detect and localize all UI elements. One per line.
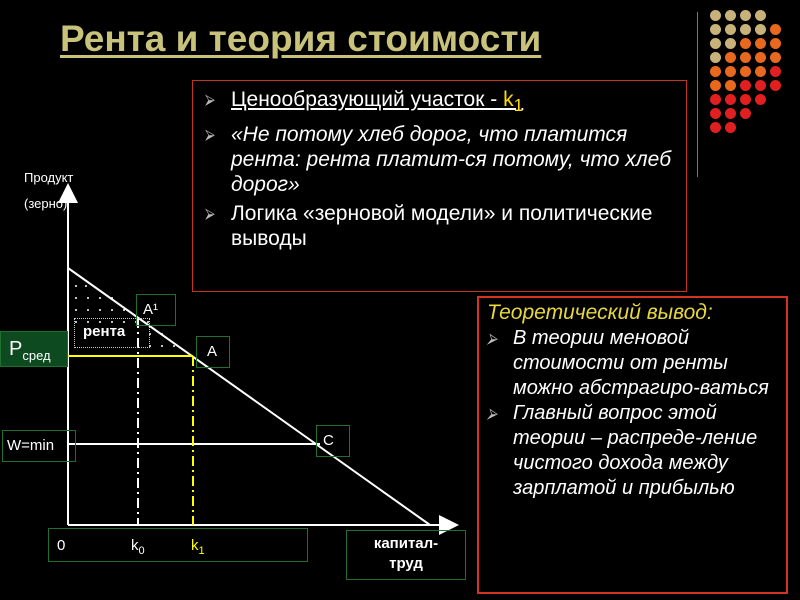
arrow-bullet-icon: ⮚	[205, 91, 215, 107]
w-min-box	[2, 430, 76, 462]
conclusion-heading: Теоретический вывод:	[487, 301, 713, 324]
rent-label: рента	[83, 323, 126, 340]
x-ticks-box	[48, 528, 308, 562]
point-a-label: A	[207, 343, 218, 360]
k1-main: k	[191, 537, 199, 554]
k1-label	[191, 537, 205, 557]
y-axis-label-line1: Продукт	[24, 170, 74, 185]
p-avg-sub: сред	[22, 348, 51, 363]
p-avg-label	[9, 338, 51, 363]
point-3-text: Логика «зерновой модели» и политические выводы	[231, 202, 653, 251]
point-c-box	[316, 425, 350, 457]
conclusion-1-text: В теории меновой стоимости от ренты можно абстрагиро-ваться	[513, 327, 769, 399]
arrow-bullet-icon: ⮚	[487, 405, 497, 421]
k0-label	[131, 537, 145, 557]
point-1-k: k	[503, 88, 514, 111]
y-axis-label-line2: (зерно)	[24, 196, 68, 211]
demand-line	[68, 268, 430, 525]
point-2-quote: «Не потому хлеб дорог, что платится рента: рента платит-ся потому, что хлеб дорог»	[231, 123, 672, 197]
x-axis-label-box	[346, 530, 466, 580]
point-1-text: Ценообразующий участок -	[231, 88, 504, 111]
arrow-bullet-icon: ⮚	[487, 330, 497, 346]
x-axis-label-line2: труд	[389, 555, 423, 572]
k0-main: k	[131, 537, 139, 554]
k0-sub: 0	[138, 545, 145, 557]
x-axis-label-line1: капитал-	[373, 535, 439, 552]
point-a1-label: A¹	[143, 301, 158, 318]
origin-label: 0	[57, 537, 66, 554]
conclusion-2-text: Главный вопрос этой теории – распреде-ление чистого дохода между зарплатой и прибылью	[513, 402, 758, 499]
point-a-box	[196, 336, 230, 368]
arrow-bullet-icon: ⮚	[205, 205, 215, 222]
rent-box	[74, 318, 150, 348]
y-axis-arrow-label: A	[64, 183, 73, 198]
arrow-bullet-icon: ⮚	[205, 126, 215, 143]
point-c-label: C	[323, 432, 334, 449]
page-title: Рента и теория стоимости	[60, 18, 542, 59]
k1-sub: 1	[198, 545, 205, 557]
p-avg-box	[0, 331, 68, 367]
p-avg-main: P	[9, 338, 23, 360]
point-1-k-sub: 1	[513, 95, 524, 116]
w-min-label: W=min	[7, 437, 55, 454]
